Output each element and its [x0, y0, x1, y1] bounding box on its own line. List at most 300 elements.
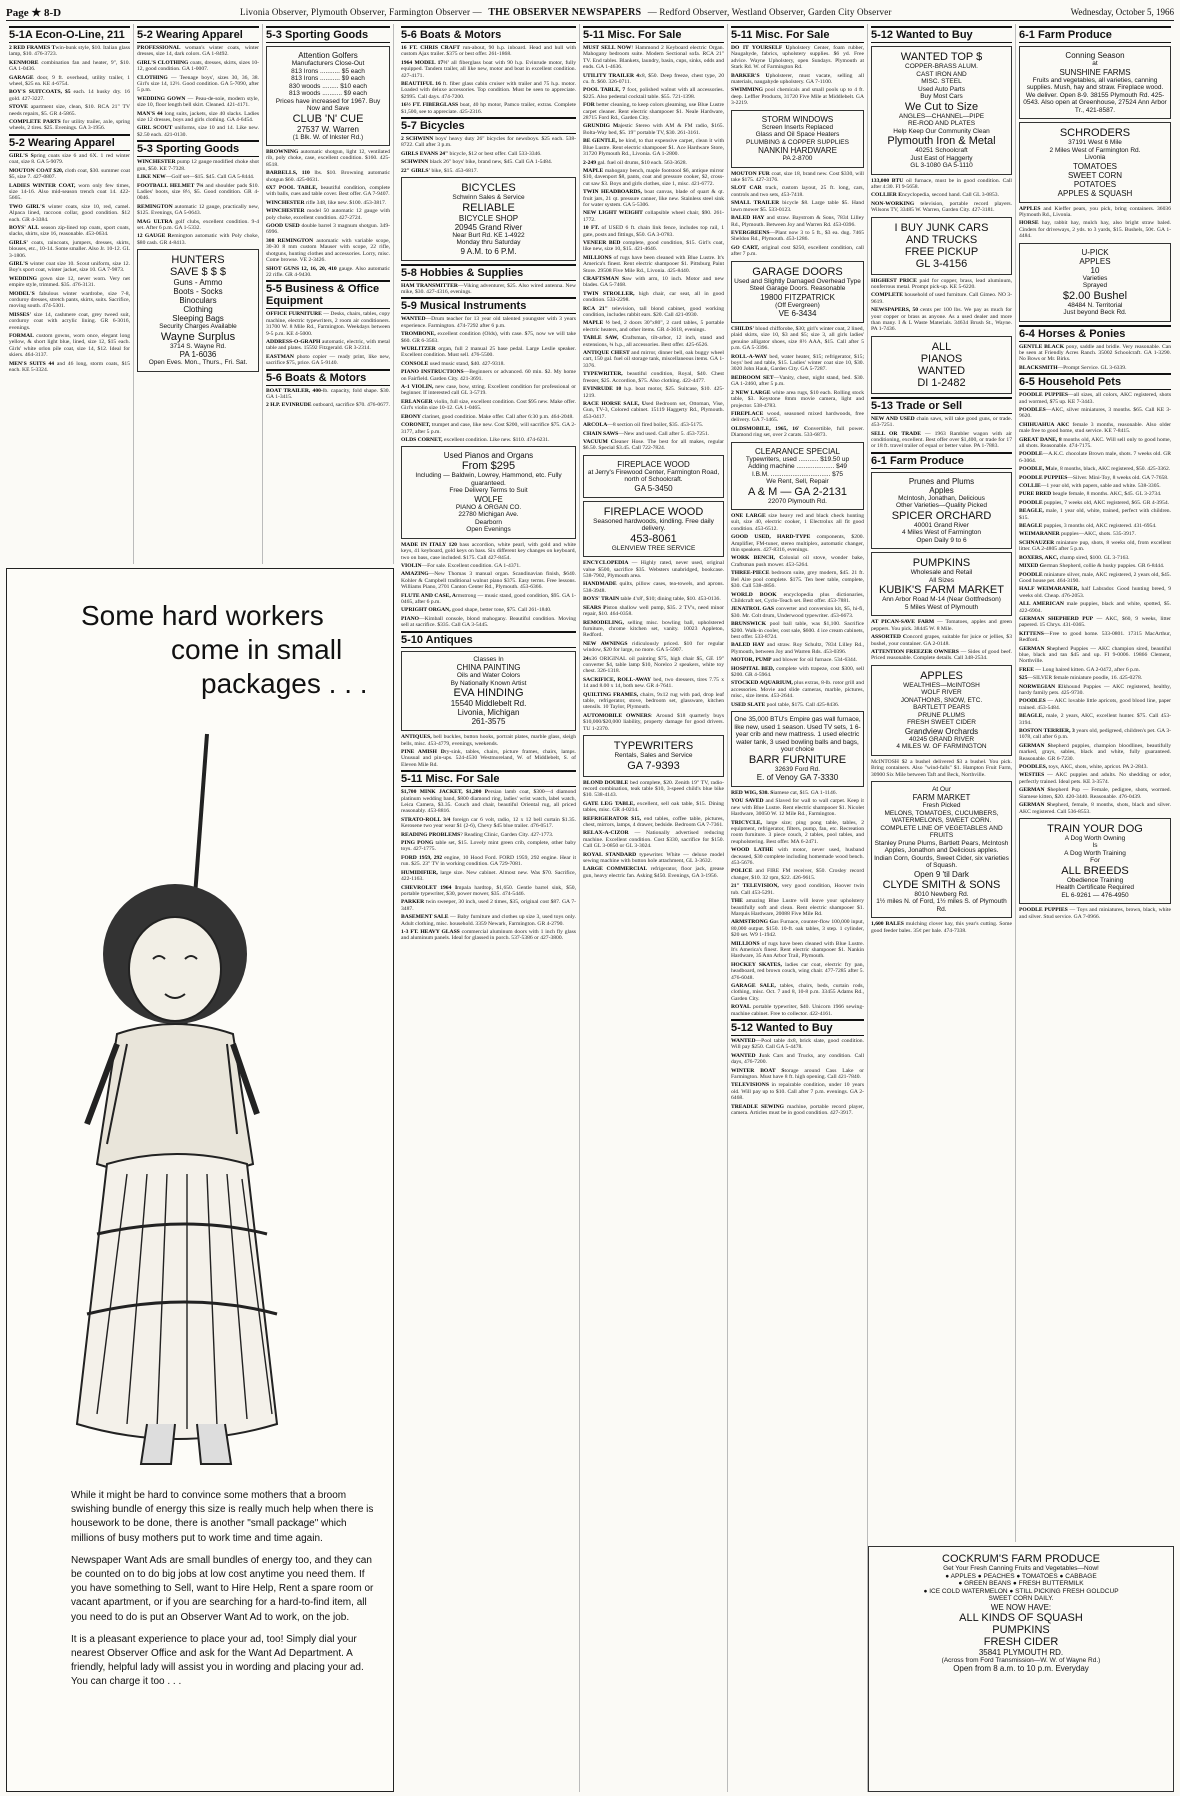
classified-ad: 1-3 FT. HEAVY GLASS commercial aluminum doors with 1 inch fly glass and aluminum panels. Ideal for glassed in porch. 537-5386 or 427-3800.: [401, 928, 576, 942]
ad-line: A Dog Worth Owning: [1064, 834, 1126, 842]
ad-line: McIntosh, Jonathan, Delicious: [898, 494, 985, 502]
classified-ad: 133,000 BTU oil furnace, must be in good condition. Call after 4:30. FI 9-5658.: [871, 177, 1012, 190]
classified-ad: WANTED Junk Cars and Trucks, any condition. Call days, 476-7200.: [731, 1052, 864, 1066]
classified-ad: WEIMARANER puppies—AKC, shots. 535-3917.: [1019, 531, 1136, 538]
classified-ad: BOY'S SUITCOATS, $5 each. 14 husky dry. 16 gold. 427-3227.: [9, 89, 130, 102]
classified-ad: 21" TELEVISION, very good condition, Hoover twin tub. Call 453-5291.: [731, 883, 865, 896]
newspaper-name: THE OBSERVER NEWSPAPERS: [488, 6, 642, 18]
classified-ad: GENTLE BLACK pony, saddle and bridle. Very reasonable. Can be seen at Friendly Acres Ranch. 35002 Schoolcraft. GA 1-3290. No Bows or Mr. Birks.: [1019, 343, 1171, 363]
ad-line: 830 woods ......... $10 each: [288, 82, 368, 90]
section-heading: 5-11 Misc. For Sale: [401, 770, 576, 787]
classified-ad: ROYAL portable typewriter, $40. Unicorn 1966 sewing-machine cabinet. Free to collector. 422-4161.: [731, 1004, 864, 1017]
ad-address: 22780 Michigan Ave.: [458, 511, 519, 519]
ad-address: 2 Miles West of Farmington Rd.: [1049, 146, 1141, 154]
classified-ad: WANTED—Drum teacher for 13 year old talented youngster with 3 years experience. Farmington. 474-7292 after 6 p.m.: [401, 316, 576, 329]
classified-ad: GIRL'S CLOTHING coats, dresses, skirts, sizes 10-12, good condition. GA 1-0007.: [137, 59, 259, 73]
classified-ad: LIKE NEW—Golf set—$15. $45. Call GA 5-8444.: [137, 174, 255, 181]
classified-ad: TWO GIRL'S winter coats, size 10, red, camel. Alpaca lined, raccoon collar, good condition. $12 each. GR 4-3384.: [9, 203, 130, 223]
ad-address: 40245 GRAND RIVER: [908, 735, 975, 743]
classified-ad: ONE LARGE size heavy red and black check hunting suit, size 40, electric cooker, 1 Electrolux all fit good condition. 453-6512.: [731, 513, 864, 532]
ad-line: U-PICK: [1081, 247, 1109, 257]
ad-hours: Open Evenings: [466, 526, 511, 534]
ad-line: PIANO & ORGAN CO.: [455, 503, 522, 511]
classified-ad: ATTENTION FREEZER OWNERS — Sides of good beef. Priced reasonable. Complete details. Call 348-2534.: [871, 648, 1012, 662]
classified-ad: MOUTON FUR coat, size 18, brand new. Cost $330, will take $175. 427-3176.: [731, 170, 864, 184]
ad-title: GARAGE DOORS: [752, 265, 843, 278]
classified-ad: WINCHESTER rifle 348, like new. $100. 453-3817.: [266, 199, 387, 206]
ad-line: Binoculars: [179, 296, 217, 306]
section-heading: 6-4 Horses & Ponies: [1019, 325, 1171, 342]
classified-ad: BROWNING automatic shotgun, light 12, ventilated rib, poly choke, case, excellent condition. $160. 425-8518.: [266, 149, 390, 168]
classified-ad: WEDDING gown size 12, never worn. Very net empire style, trimmed. $35. 476-3131.: [9, 275, 130, 289]
classified-ad: HOSPITAL BED, complete with trapeze, cost $300, sell $200. GR 4-5964.: [731, 665, 865, 678]
section-heading: 5-13 Trade or Sell: [871, 397, 1012, 414]
ad-list: [401, 316, 576, 443]
classified-ad: POODLE PUPPIES—all sizes, all colors, AKC registered, shots and wormed, $75 up. KE 7-3443.: [1019, 392, 1171, 405]
classified-ad: MISSES' size 14, cashmere coat, grey tweed suit, corduroy coat with acrylic lining. GR 6-3016, evenings.: [9, 311, 130, 331]
classified-ad: NEWSPAPERS, 50 cents per 100 lbs. We pay as much for your copper or brass as anyone. As a used dealer and more than many. I & L Waste Materials. 34634 Brush St., Wayne. PA 1-7436.: [871, 307, 1012, 333]
headline-line: packages . . .: [201, 668, 368, 699]
classified-ad: PIANO—Kimball console, blond mahogany. Beautiful condition. Moving sell at sacrifice. $335. Call GA 3-5445.: [401, 615, 576, 629]
classified-ad: WESTIES — AKC puppies and adults. No shedding or odor, perfectly trained. Ideal pets. KE 3-3574.: [1019, 772, 1171, 785]
ad-line: 813 Irons ........... $5 each: [291, 67, 365, 75]
section-heading: 5-8 Hobbies & Supplies: [401, 264, 576, 281]
ad-line: Prices have increased for 1967. Buy Now and Save: [275, 97, 381, 112]
classified-ad: SWIMMING pool chemicals and small pools up to 4 ft. deep. Leffler Products, 31720 Five Mile at Middlebelt. GA 3-2219.: [731, 87, 864, 107]
classified-ad: POODLE—A.K.C. chocolate Brown male, shots. 7 weeks old. GR 6-3064.: [1019, 451, 1171, 464]
section-heading: 5-1A Econ-O-Line, 211: [9, 26, 130, 43]
classified-ad: HAM TRANSMITTER—Viking adventurer, $25. Also wired antenna. New mike, $30. 427-4316, evenings.: [401, 282, 576, 295]
ad-address: (Off Evergreen): [775, 301, 820, 309]
classified-ad: BARBELLS, 110 lbs. $10. Browning automatic shotgun $60. 425-0631.: [266, 170, 390, 183]
ad-line: Apples: [929, 485, 954, 495]
ad-phone: GA 5-3450: [634, 483, 673, 493]
ad-line: Glass and Oil Space Heaters: [755, 131, 840, 139]
ad-line: Classes In: [473, 655, 504, 663]
classified-ad: MEN'S SUITS 44 and 46 long, storm coats, $15 each. KE 5-3324.: [9, 360, 130, 374]
ad-line: 813 Irons ........... $9 each: [291, 75, 365, 82]
classified-ad: OLDSMOBILE, 1965, 16' Convertible, full power. Diamond ring set, over 2 carats. 533-6873.: [731, 425, 864, 439]
ad-line: Used Auto Parts: [918, 85, 965, 93]
ad-business-name: EVA HINDING: [453, 687, 524, 700]
section-heading: 5-5 Business & Office Equipment: [266, 280, 390, 309]
wolfe-piano-display-ad: [401, 446, 576, 539]
classified-ad: THE amazing Blue Lustre will leave your upholstery beautifully soft and clean. Rent electric shampooer $1. Marquis Hardware, 20088 Five Mile Rd.: [731, 898, 864, 917]
classified-ad: COLLIE—1 year old, with papers, sable and white. 538-3305.: [1019, 483, 1161, 490]
classified-ad: BEAGLE, male, 1 year old, white, trained, perfect with children. $15.: [1019, 508, 1171, 521]
ad-title: STORM WINDOWS: [761, 114, 834, 124]
ad-line: Boots - Socks: [173, 287, 223, 297]
ad-line: SAVE $ $ $: [169, 266, 227, 279]
classified-ad: GIRL'S winter coat size 10. Scout uniform, size 12. Boy's sport coat, winter jacket, size 10. GA 7-9873.: [9, 260, 130, 274]
section-heading: 5-2 Wearing Apparel: [137, 26, 259, 43]
classified-ad: HOCKEY SKATES, ladies car coat, electric fry pan, headboard, red brown couch, wing chair. 477-7285 after 5. 476-6048.: [731, 961, 864, 981]
ad-business-name: Wayne Surplus: [160, 330, 236, 343]
classified-ad: CHEVROLET 1964 Impala hardtop, $1,650. Gentle barrel sink, $50, portable typewriter, $30, power mower, $35. 474-5446.: [401, 884, 576, 897]
classified-ad: A-1 VIOLIN, new case, bow, string. Excellent condition for professional or beginner. If interested call GL 3-5719.: [401, 384, 576, 397]
classified-ad: 1964 MODEL 17½' all fiberglass boat with 90 h.p. Evinrude motor, fully equipped. Tandem trailer, all like new, motor and boat in excellent condition. 427-4171.: [401, 59, 576, 79]
ad-line: MISC. STEEL: [921, 78, 962, 85]
ad-line: A Dog Worth Training: [1064, 849, 1126, 857]
classified-ad: REFRIGERATOR $15, end tables, coffee table, pictures, chest, mirrors, lamps, 4 drawer, bedside. Bedroom GA 7-7361.: [583, 815, 725, 828]
ad-phone: Near Burt Rd. KE 1-4922: [452, 231, 525, 239]
ad-business-name: Grandview Orchards: [904, 726, 979, 736]
classified-ad: NEW LIGHT WEIGHT collapsible wheel chair, $90. 261-1772.: [583, 210, 724, 223]
classified-ad: WOOD LATHE with motor, never used, husband deceased, $30 complete including homemade wood bench. 453-5676.: [731, 847, 864, 867]
kubiks-farm-market-display-ad: [871, 552, 1012, 616]
classified-ad: HUMIDIFIER, large size. New cabinet. Almost new. Was $70. Sacrifice, 422-1163.: [401, 869, 576, 883]
ad-address: Just beyond Beck Rd.: [1063, 309, 1127, 317]
classified-ad: CHIHUAHUA AKC female 3 months, reasonable. Also older male free to good home, stud service. KE 7-8415.: [1019, 421, 1171, 435]
classified-ad: SHOT GUNS 12, 16, 20, 410 gauge. Also automatic 22 rifle. GR 4-9430.: [266, 265, 391, 278]
ad-hours: Open from 8 a.m. to 10 p.m. Everyday: [953, 1664, 1089, 1673]
ad-list: [1019, 392, 1171, 815]
promo-body: [71, 1489, 381, 1698]
classified-ad: DO IT YOURSELF Upholstery Center, foam rubber, Naugahyde, fabrics, upholstery supplies. $6 yd. Free advice. Wayne Upholstery, open Sundays. Plymouth at Stark Rd. W. of Farmington Rd.: [731, 45, 864, 71]
ad-business-name: WOLFE: [474, 494, 503, 504]
ad-line: Typewriters, used ........... $19.50 up: [745, 455, 850, 463]
classified-ad: WURLITZER organ, full 2 manual 25 base pedal. Large Leslie speaker. Excellent condition. Must sell. 476-5500.: [401, 346, 576, 359]
ad-line: COPPER-BRASS ALUM.: [905, 63, 978, 70]
classified-ad: HANDMADE quilts, pillow cases, tea-towels, and aprons. 538-3948.: [583, 581, 724, 594]
ad-line: Buy Most Cars: [920, 93, 963, 100]
ad-list: [871, 759, 1012, 778]
classified-ad: 308 REMINGTON automatic with variable scope, 30-30 8 mm custom Mauser with scope, 22 rifle, shotguns, hunting clothes and accessories. Lorry, misc. Come browse. VE 2-3426.: [266, 237, 390, 264]
classified-ad: PARKER twin sweeper, 30 inch, used 2 times, $35, original cost $87. GA 7-3487.: [401, 899, 576, 912]
section-heading: 5-7 Bicycles: [401, 117, 576, 134]
classified-ad: AUTOMOBILE OWNERS: Around $18 quarterly buys $10,000/$20,000 liability, property damage for good drivers. TU 1-2370.: [583, 712, 724, 732]
classified-ad: 16 FT. CHRIS CRAFT run-about, 90 h.p. inboard. Head and hull with custom Ajax trailer. $375 or best offer. 261-1868.: [401, 45, 577, 58]
ad-line: Sprayed: [1082, 282, 1108, 290]
glenview-firewood-display-ad: [583, 501, 724, 558]
headline-line: Some hard workers: [81, 600, 324, 631]
ad-line: Used and Slightly Damaged Overhead Type Steel Garage Doors. Reasonable: [734, 277, 861, 293]
classified-ad: ERLANGER violin, full size, excellent condition. Cost $95 new. Make offer. Girl's violin size 10-12. GA 1-0465.: [401, 398, 576, 412]
ad-business-name: KUBIK'S FARM MARKET: [879, 584, 1004, 597]
classified-ad: JENATROL GAS converter and conversion kit, $5, hi-fi, $30. Mr. Colt drum, Underwood typewriter. 453-6673.: [731, 606, 864, 619]
classified-ad: PURE BRED beagle female, 8 months. AKC, $45. GL 3-2734.: [1019, 491, 1162, 498]
page-number: Page ★ 8-D: [6, 6, 62, 19]
ad-business-name: SPICER ORCHARD: [891, 509, 992, 522]
section-heading: 6-5 Household Pets: [1019, 373, 1171, 390]
ad-line: PUMPKINS: [992, 1623, 1050, 1636]
ad-line: SWEET CORN DAILY.: [988, 1595, 1054, 1602]
classified-ad: EASTMAN photo copier — ready print, like new, sacrifice $75, price. GA 5-9140.: [266, 353, 390, 367]
classified-ad: POODLE, Male, 8 months, black, AKC registered, $50. 425-3362.: [1019, 466, 1171, 473]
ad-line: 813 woods ........... $9 each: [288, 90, 368, 97]
classified-ad: EVINRUDE 10 h.p. boat motor, $25. Suitcase, $10. 425-1219.: [583, 386, 724, 399]
ad-title: CLEARANCE SPECIAL: [755, 446, 840, 456]
masthead: [6, 4, 1174, 21]
classified-ad: MAG ULTRA golf clubs, excellent condition. 9-4 set. After 6 p.m. GA 1-5332.: [137, 218, 260, 231]
classified-ad: GO CART, original cost $250, excellent condition, call after 7 p.m.: [731, 244, 864, 258]
ad-address: Livonia, Michigan: [457, 708, 520, 718]
classified-ad: VACUUM Cleaner Hose. The best for all makes, regular $6.50. Special $3.45. Call 722-7824.: [583, 438, 725, 452]
ad-title: TYPEWRITERS: [613, 740, 694, 752]
ad-list: [137, 159, 259, 246]
section-heading: 5-11 Misc. For Sale: [731, 26, 864, 43]
ad-address: 22070 Plymouth Rd.: [768, 497, 827, 505]
ad-line: Fruits and vegetables, all varieties, canning supplies. Mush, hay and straw. Fireplace wood. We deliver. Open 8-9. 38155 Plymouth Rd. 425-0543. Also open at Greenhouse, 27524 Ann Arbor Tr., 421-8587.: [1023, 76, 1167, 114]
ad-address: (1 Blk. W. of Inkster Rd.): [292, 133, 364, 141]
ad-list: [583, 780, 724, 880]
ad-business-name: BARR FURNITURE: [748, 753, 847, 766]
ad-hours: 9 A.M. to 6 P.M.: [460, 246, 517, 256]
ad-line: WEALTHIES—McINTOSH: [903, 681, 980, 689]
ad-title: FARM MARKET: [912, 793, 971, 803]
classified-ad: KITTENS—Free to good home. 533-0801. 17315 MacArthur, Redford.: [1019, 630, 1171, 644]
classified-ad: GARAGE SALE, tables, chairs, beds, curtain rods, clothing, misc. Oct. 7 and 8, 10-8 p.m. 33455 Adams Rd., Garden City.: [731, 982, 864, 1002]
classified-ad: WANTED—Pool table 4x8, brick slate, good condition. Will pay $250. Call GA 5-4478.: [731, 1038, 864, 1051]
ad-line: Indian Corn, Gourds, Sweet Cider, six varieties of Squash.: [874, 854, 1009, 870]
classified-ad: TRICYCLE, large size; ping pong table, tables, 2 equipment, refrigerator, filters, pump, fan, etc. Recreation room furniture. 3 piece couch, 2 tables, pool tables, and reupholstering. Best offer. MA 6-2471.: [731, 819, 864, 845]
ad-line: Oils and Water Colors: [456, 672, 521, 680]
classified-ad: YOU SAVED and Slaved for wall to wall carpet. Keep it new with Blue Lustre. Rent electric shampooer $1. Nicolet Hardware, 30050 W. 12 Mile Rd., Farmington.: [731, 798, 864, 818]
ad-line: Adding machine ..................... $49: [748, 463, 847, 471]
ad-line: PLUMBING & COPPER SUPPLIES: [746, 138, 849, 146]
classified-ad: GERMAN Shepherd puppies, champion bloodlines, beautifully marked, grays, sables, black and white, fully guaranteed. Reasonable. GR 6-7230.: [1019, 742, 1171, 762]
ad-line: BARTLETT PEARS: [913, 704, 970, 712]
ad-line: JONATHONS, SNOW, ETC.: [900, 696, 983, 704]
ad-title: TRAIN YOUR DOG: [1047, 822, 1143, 835]
classified-ad: GARAGE door, 9 ft. overhead, utility trailer, 1 wheel, $25 ea. KE 4-6754.: [9, 74, 130, 88]
ad-list: [401, 789, 576, 942]
ad-list: [1019, 907, 1171, 920]
ad-line: at Jerry's Firewood Center, Farmington Road, north of Schoolcraft.: [587, 468, 720, 484]
ad-phone: GL 3-4156: [915, 257, 968, 270]
classified-ad: HALF WEIMARANER, half Labrador. Good hunting breed, 9 weeks old. Cheap. 476-2053.: [1019, 586, 1171, 599]
ad-line: POTATOES: [1073, 179, 1117, 189]
classified-ad: FOOTBALL HELMET 7⅛ and shoulder pads $10. Ladies' boots, size 8½, $5. Good condition. GR 4-0046.: [137, 182, 259, 202]
column-8: [1016, 24, 1174, 1542]
spicer-orchard-display-ad: [871, 472, 1012, 550]
classified-ad: ROYAL STANDARD typewriter. White — deluxe model sewing machine with button hole attachment, GL 3-3632.: [583, 851, 724, 864]
classified-ad: MOTOR, PUMP and blower for oil furnace. 534-6344.: [731, 657, 858, 664]
ad-phone: EL 6-9261 — 476-4950: [1061, 891, 1129, 899]
classified-ad: MIXED German Shepherd, collie & husky puppies. GR 6-8444.: [1019, 563, 1165, 570]
ad-address: 4 MILES W. OF FARMINGTON: [896, 743, 987, 751]
schroders-display-ad: [1019, 122, 1171, 203]
ad-line: RELIABLE: [462, 201, 515, 214]
ad-line: AND TRUCKS: [905, 233, 978, 246]
typewriters-display-ad: [583, 735, 724, 777]
classified-ad: OFFICE FURNITURE — Desks, chairs, tables, copy machine, electric typewriters, 2 room air conditioners. 31700 W. 8 Mile Rd., Farmington. Weekdays between 9-5 p.m. KE 4-5000.: [266, 311, 390, 337]
classified-ad: MAPLE ½ bed, 2 doors 30"x80", 2 card tables, 5 portable electric heaters, and other items. GR 4-3618, evenings.: [583, 320, 724, 333]
issue-date: Wednesday, October 5, 1966: [1070, 7, 1174, 17]
classified-ad: BRUNSWICK pool ball table, was $1,100. Sacrifice $200. Walk-in cooler, cost sale, $600. 4 ice cream cabinets, best offer. 533-8724.: [731, 621, 864, 640]
classified-ad: SACRIFICE, ROLL-AWAY bed, two dressers, tires 7.75 x 14 and 8.00 x 14, both new. GR 4-7641.: [583, 676, 724, 690]
classified-ad: ASSORTED Concord grapes, suitable for juice or jellies, $3 bushel, your container. GA 2-0148.: [871, 634, 1013, 647]
classified-ad: POOL TABLE, 7 foot, polished walnut with all accessories. $225. Also pedestal cocktail table. $55. 721-1398.: [583, 87, 724, 100]
column-6: [728, 24, 868, 1792]
pianos-wanted-display-ad: [871, 336, 1012, 394]
classified-ad: MODEL'S fabulous winter wardrobe, size 7-8, corduroy dresses, stretch pants, skirts, suits. Sacrifice, moving south. 474-5301.: [9, 290, 130, 310]
classified-ad: CHAIN SAWS—New and used. Call after 5. 453-7251.: [583, 430, 710, 437]
classified-ad: RELAX-A-CIZOR — Nationally advertised reducing machine. Excellent condition. Cost $330, sacrifice for $150. Call GL 3-0850 or GL 3-3024.: [583, 830, 724, 850]
classified-ad: GIRLS' coats, raincoats, jumpers, dresses, skirts, blouses, etc., 10-14. Some smaller. Also Jr. 10-12. GL 3-1806.: [9, 239, 130, 259]
classified-ad: FIREPLACE wood, seasoned mixed hardwoods, free delivery. GA 7-1465.: [731, 410, 864, 424]
ad-list: [9, 153, 130, 374]
ad-business-name: SUNSHINE FARMS: [1059, 67, 1131, 77]
classified-ad: LARGE COMMERCIAL refrigerator, floor jack, grease gun, heavy electric fan. Asking $450. Evenings, GA 3-1956.: [583, 866, 725, 879]
clyde-smith-farm-market-display-ad: [871, 781, 1012, 919]
ad-address: 19800 FITZPATRICK: [760, 292, 835, 302]
masthead-right-papers: — Redford Observer, Westland Observer, Garden City Observer: [647, 6, 892, 17]
ad-line: Varieties: [1082, 274, 1108, 282]
classified-ad: GIRL'S Spring coats size 6 and 6X. 1 red winter coat, size 8. GA 5-9079.: [9, 152, 130, 166]
ad-address: 20945 Grand River: [454, 222, 523, 232]
ad-phone: 261-3575: [471, 717, 506, 727]
ad-line: ALL BREEDS: [1061, 864, 1129, 877]
ad-phone: GA 7-9393: [627, 759, 680, 772]
ad-address: 15540 Middlebelt Rd.: [450, 699, 527, 709]
classified-ad: POODLE miniature silver, male, AKC registered, 2 years old, $45. Good house pet. 464-3190.: [1019, 571, 1171, 584]
classified-ad: NON-WORKING television, portable record players. Wilsons TV, 33485 W. Warren, Garden City. 427-3181.: [871, 200, 1012, 214]
ad-title: BICYCLES: [461, 182, 516, 195]
classified-ad: POODLE puppies, 7 weeks old, AKC registered, $65. GR 4-3954.: [1019, 499, 1170, 506]
ad-line: Including — Baldwin, Lowrey, Hammond, etc. Fully guaranteed.: [415, 472, 562, 487]
classified-ad: 2-249 gal. fuel oil drums, $10 each. 563-3628.: [583, 159, 687, 166]
ad-line: CAST IRON AND: [916, 70, 967, 78]
section-heading: 6-1 Farm Produce: [1019, 26, 1171, 43]
column-2: [134, 24, 263, 564]
ad-business-name: Plymouth Iron & Metal: [887, 135, 996, 147]
classified-ad: BOAT TRAILER, 400-lb. capacity, fold shape. $30. GA 1-3415.: [266, 387, 390, 400]
ad-list: [266, 149, 390, 278]
ad-title: FIREPLACE WOOD: [617, 459, 690, 469]
ad-address: Dearborn: [474, 518, 503, 526]
ad-title: WANTED TOP $: [900, 51, 983, 63]
classified-ad: 10 FT. of USED 6 ft. chain link fence, includes top rail, 1 gate, posts and fittings, $50. GA 3-0783.: [583, 225, 725, 238]
ad-hours: Open Eves. Mon., Thurs., Fri. Sat.: [148, 359, 248, 367]
want-ad-promo: [6, 568, 394, 1792]
ad-list: [583, 45, 724, 452]
ad-list: [266, 311, 390, 366]
classified-ad: POODLES, toys, AKC, shots, white, apricot. PA 2-2843.: [1019, 764, 1148, 771]
ad-line: ALL KINDS OF SQUASH: [959, 1611, 1083, 1624]
ad-list: [1019, 344, 1171, 372]
ad-business-name: SCHRODERS: [1059, 127, 1131, 139]
section-heading: 6-1 Farm Produce: [871, 452, 1012, 469]
girl-with-broom-illustration: [57, 714, 347, 1474]
column-3: [263, 24, 394, 564]
ad-list: [731, 1038, 864, 1116]
ad-line: ALL: [931, 340, 952, 353]
ad-address: 37191 West 6 Mile: [1068, 139, 1122, 146]
classified-ad: AT PICAN-SAVE FARM — Tomatoes, apples and green peppers. You pick. 38445 W. 8 Mile.: [871, 619, 1013, 632]
ad-list: [871, 278, 1012, 333]
ad-line: PIANOS: [920, 352, 963, 365]
ad-line: Sleeping Bags: [172, 314, 224, 324]
section-heading: 5-3 Sporting Goods: [266, 26, 390, 43]
ad-line: Manufacturers Close-Out: [291, 60, 365, 67]
ad-line: APPLES: [1079, 256, 1111, 266]
classified-ad: 2 H.P. EVINRUDE outboard, sacrifice $70. 476-0677.: [266, 402, 390, 409]
classified-ad: AMAZING—New Thomas 3 manual organ. Scandinavian finish, $640. Kohler & Campbell traditional walnut piano $375. Easy terms. Free lessons. Williams Piano, 2701 Canton Center Rd., Plymouth. 453-6366.: [401, 571, 576, 591]
classified-ad: COLLIER Encyclopedia, second hand. Call GL 3-0853.: [871, 192, 999, 199]
section-heading: 5-11 Misc. For Sale: [583, 26, 724, 43]
classified-ad: COMPLETE PARTS for utility trailer, axle, spring wheels, 2 tires. $25. Evenings. GA 3-1956.: [9, 119, 130, 132]
ad-address: 40001 Grand River: [914, 521, 969, 529]
ad-list: [731, 326, 864, 439]
ad-list: [871, 921, 1012, 934]
ad-line: FREE PICKUP: [904, 245, 979, 258]
ad-line: Conning Season: [1065, 51, 1125, 60]
promo-paragraph: Newspaper Want Ads are small bundles of energy too, and they can be counted on to do big jobs at low cost anytime you need them. If you have something to Sell, want to Hire Help, Rent a spare room or vacant apartment, or if you are searching for a hard-to-find item, all you need to do is put an Observer Want Ad to work, on the job.: [71, 1554, 374, 1623]
classified-ad: UTILITY TRAILER 4x8, $50. Deep freeze, chest type, 20 cu. ft. $60. 326-0711.: [583, 72, 724, 86]
ad-line: Obedience Training: [1066, 876, 1124, 884]
ad-line: Help Keep Our Community Clean: [893, 127, 990, 135]
column-5: [580, 24, 728, 1792]
classified-ad: GERMAN Shepherd Puppies — AKC champion sired, beautiful blue, black and tan $45 and up. FI 9-0006. 19866 Clement, Northville.: [1019, 645, 1171, 665]
ad-list: [401, 45, 576, 115]
classified-ad: CLOTHING — Teenage boys', sizes 30, 36, 38. Girl's size 14, 12½. Good condition. GA 5-7090, after 5 p.m.: [137, 74, 259, 94]
nankin-hardware-display-ad: [731, 110, 864, 168]
classified-ad: FORMAL custom gowns, worn once, elegant long yellow, & short light blue, lined, size 12, $15 each. Girls' white orlon pile coat, size 14, $12. Ideal for skiers. 464-3137.: [9, 333, 130, 359]
classified-ad: GATE LEG TABLE, excellent, sell oak table, $15. Dining tables, misc. GR 4-0214.: [583, 800, 724, 814]
classified-ad: POODLE PUPPIES — Toys and miniatures, brown, black, white and silver. Stud service. GA 7-0966.: [1019, 907, 1171, 920]
ad-business-name: A & M — GA 2-2131: [747, 485, 848, 498]
masthead-left-papers: Livonia Observer, Plymouth Observer, Farmington Observer —: [240, 6, 482, 17]
classified-ad: $1,700 MINK JACKET, $1,200 Persian lamb coat, $300—4 diamond platinum wedding band, $800 diamond ring, ladies' wrist watch, label watch, Leica Camera, $3.35. Couch and chair, beautiful Oriental rug, all priced reasonably. 453-8816.: [401, 789, 576, 815]
ad-list: [731, 790, 864, 1017]
column-4: [398, 24, 580, 1792]
classified-ad: HIGHEST PRICE paid for copper, brass, lead aluminum, nonferrous metal. Prompt pick-up. KE 5-6220.: [871, 277, 1012, 290]
clearance-special-display-ad: [731, 442, 864, 511]
classified-ad: 24x36 ORIGINAL oil painting $75, high chair $5, GE 19" converter $4, table lamp $10, Norelco 2 speakers, white toy chest. 326-1318.: [583, 655, 724, 675]
china-painting-display-ad: [401, 651, 576, 732]
ad-address: Just East of Haggerty: [910, 154, 973, 162]
plymouth-iron-metal-display-ad: [871, 46, 1012, 175]
ad-phone: PA 1-6036: [179, 350, 217, 360]
ad-business-name: CLYDE SMITH & SONS: [882, 878, 1001, 891]
classified-ad: BEDROOM SET—Vanity, chest, night stand, bed. $30. GA 1-2460, after 5 p.m.: [731, 374, 864, 388]
section-heading: 5-9 Musical Instruments: [401, 297, 576, 314]
ad-title: PUMPKINS: [912, 557, 971, 570]
ad-price: From $295: [461, 460, 516, 473]
classified-ad: TELEVISIONS in repairable condition, under 10 years old. Will pay up to $10. Call after 7 p.m. evenings. GA 2-6468.: [731, 1082, 864, 1102]
classified-ad: REMINGTON automatic 12 gauge, practically new, $125. Evenings, GA 5-0643.: [137, 203, 259, 217]
classified-ad: WORLD BOOK encyclopedia plus dictionaries, Childcraft set, Cyclo-Teach set. Best offer. 453-7881.: [731, 591, 864, 604]
ad-line: Guns - Ammo: [173, 278, 223, 288]
classified-ad: WEDDING GOWN — Peau-de-soie, modern style, size 10, floor length bell skirt. Cleaned. 421-4171.: [137, 95, 259, 109]
classified-ad: ENCYCLOPEDIA — Highly rated, never used, original value $500, sacrifice $35. Websters unabridged, bookcase. 538-7902, Plymouth area.: [583, 560, 724, 580]
classified-ad: PING PONG table set, $15. Lovely mint green crib, complete, other baby toys. 427-1775.: [401, 840, 577, 853]
firewood-display-ad: [583, 455, 724, 498]
ad-list: [731, 45, 864, 107]
classified-ad: SMALL TRAILER bicycle $8. Large table $5. Hand lawn mower $5. 533-0123.: [731, 200, 864, 213]
ad-line: Free Delivery Terms to Suit: [449, 487, 528, 495]
classified-ad: PROFESSIONAL woman's winter coats, winter dresses, size 14, dark colors. GA 1-8492.: [137, 45, 259, 58]
ad-title: APPLES: [920, 669, 963, 682]
classified-ad: 12 GAUGE Remington automatic with Poly choke, $80 cash. GR 4-8413.: [137, 233, 259, 246]
classified-ad: GERMAN Shepherd, female, 8 months, shots, black and silver. AKC registered. Call 536-8553.: [1019, 802, 1171, 815]
classified-ad: SLOT CAR track, custom layout, 25 ft. long, cars, controls and two sets, 453-7418.: [731, 185, 865, 198]
ad-line: Attention Golfers: [298, 51, 358, 60]
ad-line: SWEET CORN: [1067, 170, 1123, 180]
grandview-orchards-display-ad: [871, 665, 1012, 756]
classified-ad: ARCOLA—8 section oil fired boiler, $35. 453-5175.: [583, 422, 704, 429]
classified-ad: EBONY clarinet, good condition. Make offer. Call after 6:30 p.m. 464-2048.: [401, 413, 574, 420]
classified-ad: MAPLE mahogany bench, maple footstool $6, antique mirror $10, davenport $8, pants, coat and pressure cooker, $2, cross-cut saw $3. Boys and girls clothes, size 1, misc. 421-6772.: [583, 167, 724, 187]
garage-doors-display-ad: [731, 261, 864, 324]
ad-line: APPLES & SQUASH: [1057, 188, 1133, 198]
section-heading: 5-3 Sporting Goods: [137, 140, 259, 157]
ad-list: [871, 416, 1012, 450]
column-7: [868, 24, 1016, 1542]
classified-ad: MAN'S 44 long suits, jackets, size 40 slacks. Ladies size 12 dresses, boys and girls clothing. GA 4-6454.: [137, 110, 259, 124]
classified-ad: POODLES — AKC lovable little apricots, good blood line, paper trained. 453-5484.: [1019, 698, 1171, 711]
